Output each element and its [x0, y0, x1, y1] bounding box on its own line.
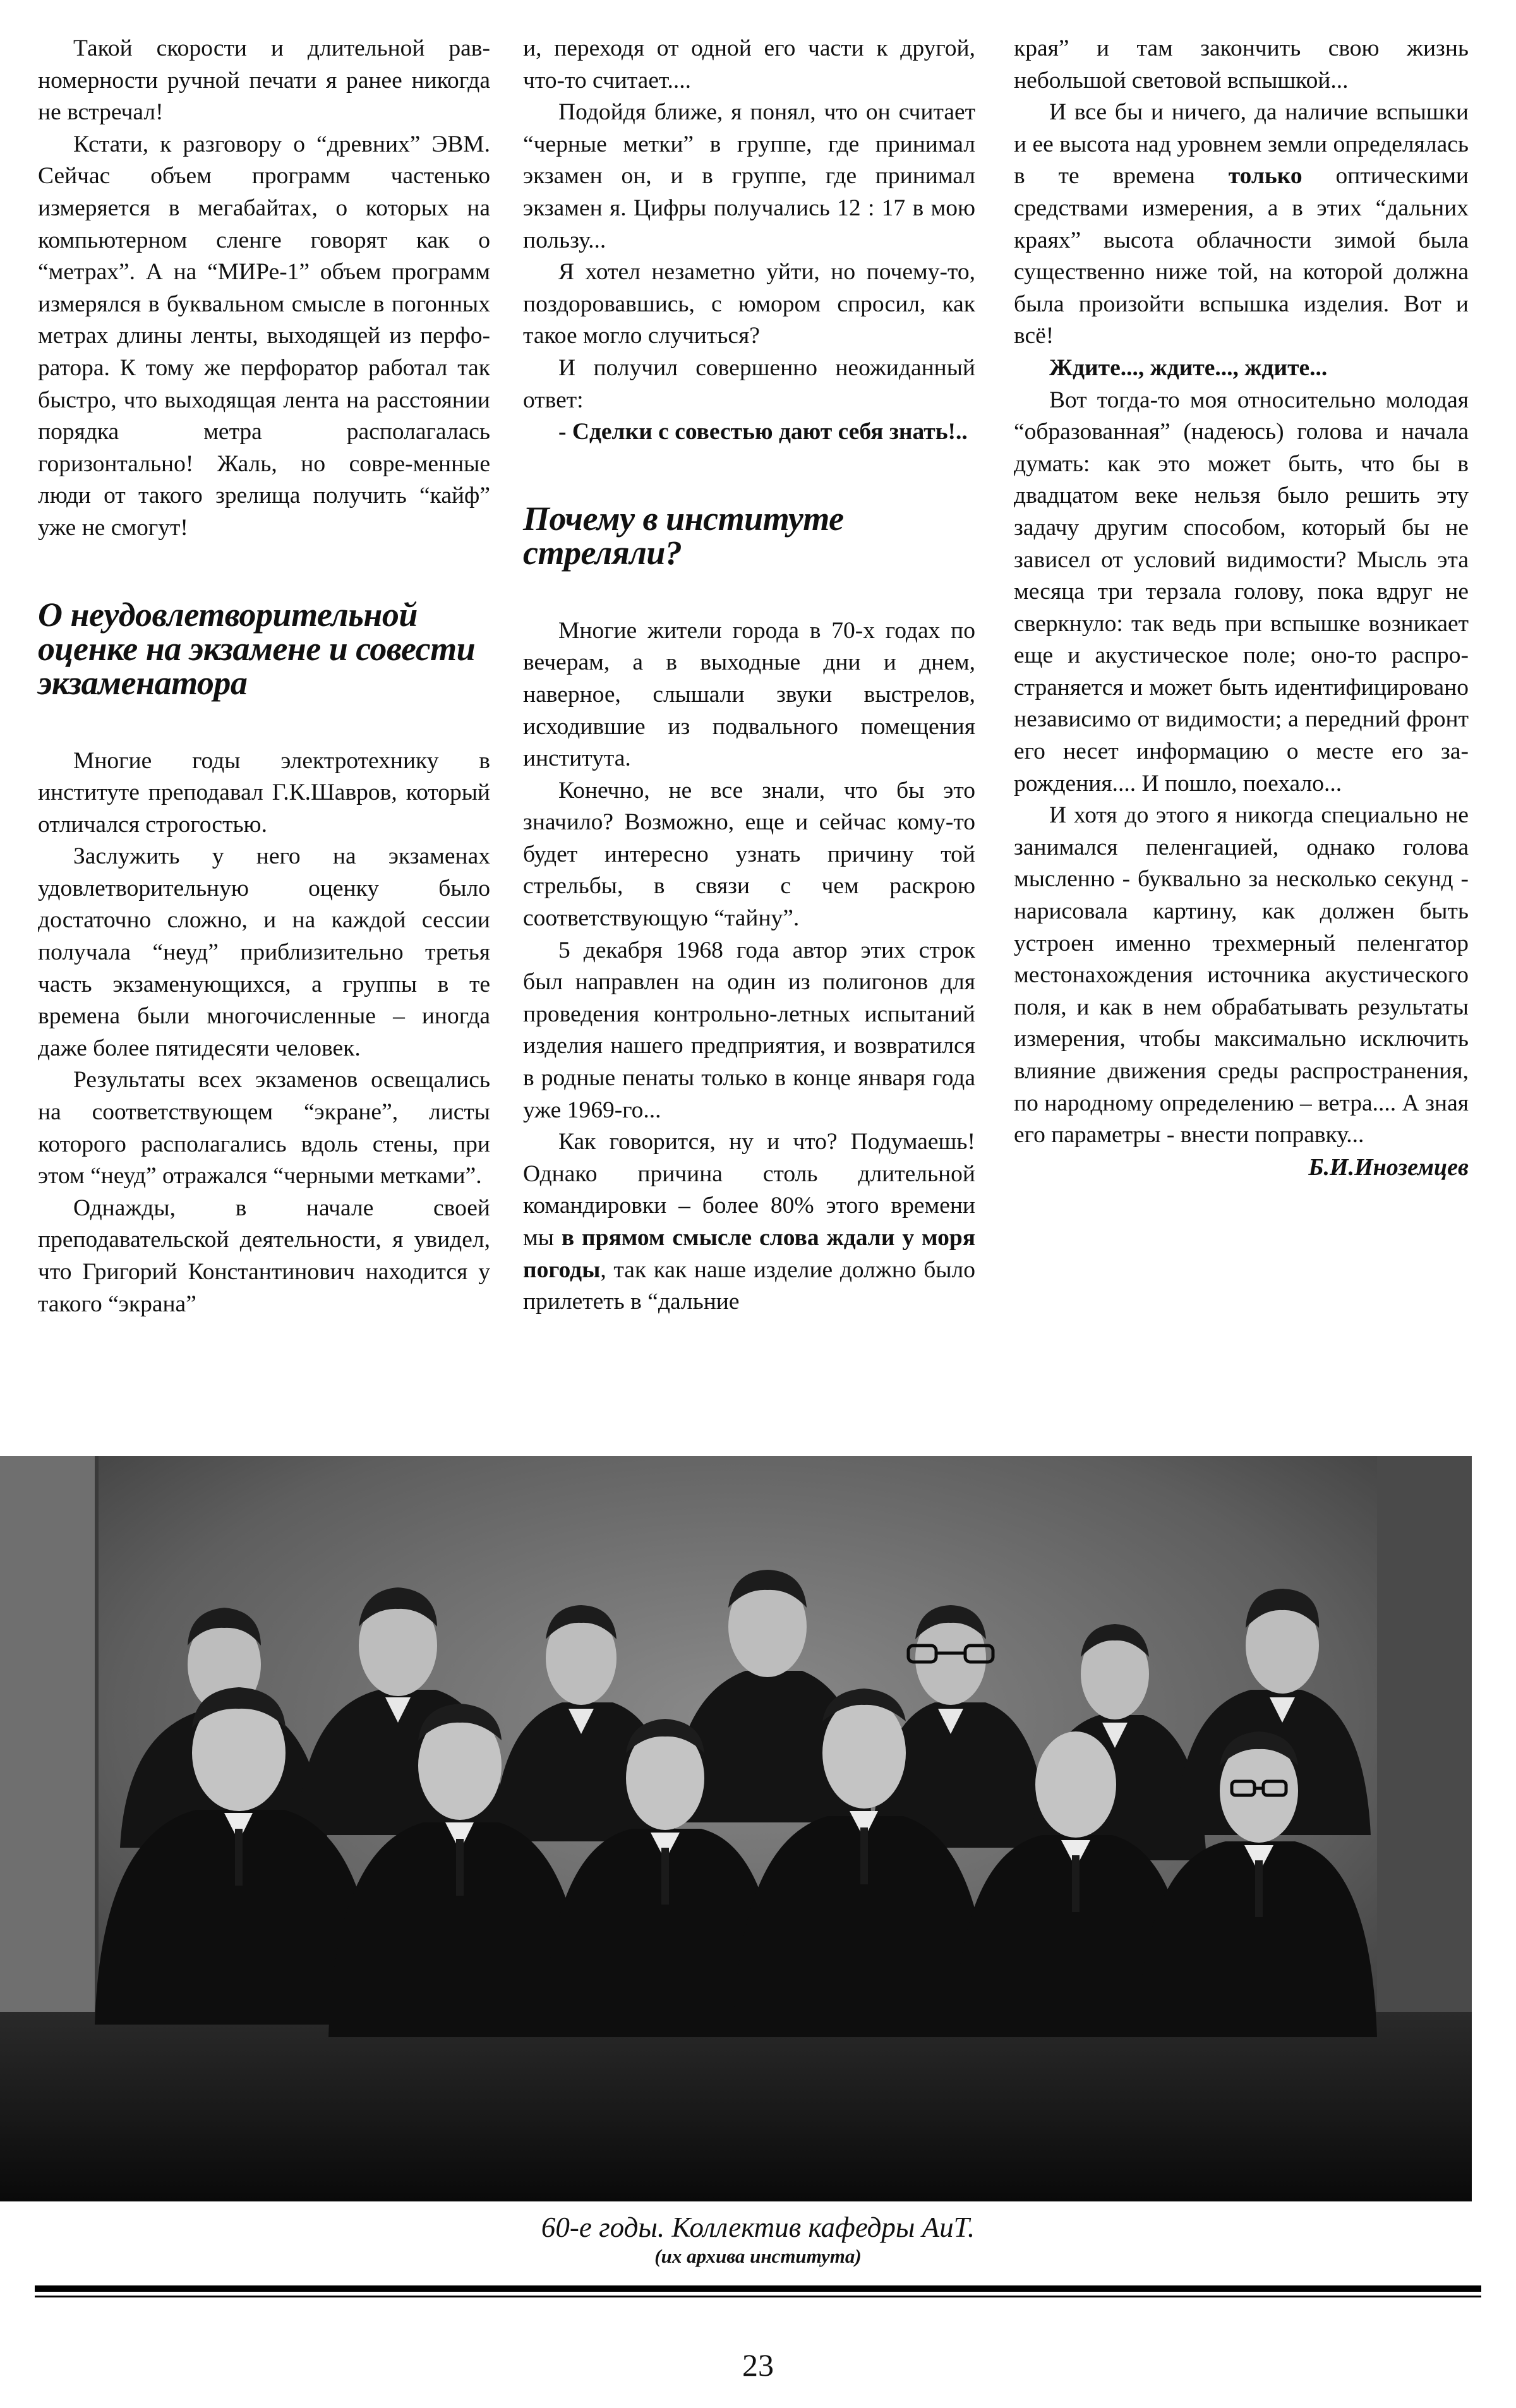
- paragraph: Многие годы электротехнику в институте преподавал Г.К.Шавров, который отличался строгостью.: [38, 747, 490, 838]
- paragraph: [1014, 97, 1469, 352]
- paragraph: и, переходя от одной его части к другой, что-то считает....: [523, 35, 975, 93]
- column-1: [38, 33, 490, 1320]
- paragraph-bold-quote: [523, 416, 975, 448]
- text-run: И все бы и ничего, да наличие вспышки и ее высота над уровнем земли определялась в те времена: [1014, 99, 1469, 190]
- section-heading-exam: О неудовлетворительной оценке на экзамене и совести экзаменатора: [38, 595, 476, 702]
- author-signature: Б.И.Иноземцев: [1308, 1153, 1469, 1181]
- paragraph: И хотя до этого я никогда специально не занимался пеленгацией, однако голова мысленно - буквально за несколько секунд - нарисовала картину, как должен быть устроен именно трехмерный пеленгатор местонахождения источника акустического поля, и как в нем обрабатывать результаты измерения, чтобы максимально исключить влияние движения среды распространения, по народному определению – ветра.... А зная его параметры - внести поправку...: [1014, 802, 1469, 1148]
- paragraph: Подойдя ближе, я понял, что он считает “черные метки” в группе, где принимал экзамен он, и в группе, где принимал экзамен я. Цифры получались 12 : 17 в мою пользу...: [523, 99, 975, 253]
- column-3: [1014, 33, 1469, 1183]
- footer-rule-thick: [35, 2285, 1481, 2292]
- paragraph: Конечно, не все знали, что бы это значило? Возможно, еще и сейчас кому-то будет интересно узнать причину той стрельбы, в связи с чем раскрою соответствующую “тайну”.: [523, 777, 975, 932]
- bold-run: только: [1228, 163, 1302, 190]
- paragraph-bold: [1014, 352, 1469, 385]
- group-photo-illustration: [0, 1456, 1472, 2201]
- paragraph: Кстати, к разговору о “древних” ЭВМ. Сейчас объем программ частенько измеряется в мегабайтах, о которых на компьютерном сленге говорят как о “метрах”. А на “МИРе-1” объем программ измерялся в буквальном смысле в погонных метрах длины ленты, выходящей из перфоратора. К тому же перфоратор работал так быстро, что выходящая лента на расстоянии порядка метра располагалась горизонтально! Жаль, но совре-менные люди от такого зрелища получить “кайф” уже не смогут!: [38, 131, 490, 541]
- photo-caption: 60-е годы. Коллектив кафедры АиТ.: [541, 2212, 975, 2243]
- group-photo: [0, 1456, 1472, 2201]
- bold-quote: - Сделки с совестью дают себя знать!..: [558, 419, 968, 445]
- text-run: оптическими средствами измерения, а в этих “дальних краях” высота облачности зимой была существенно ниже той, на которой должна была произойти вспышка изделия. Вот и всё!: [1014, 163, 1469, 349]
- page-number: 23: [742, 2347, 774, 2383]
- paragraph: [523, 1126, 975, 1318]
- paragraph: Заслужить у него на экзаменах удовлетворительную оценку было достаточно сложно, и на каждой сессии получала “неуд” приблизительно третья часть экзаменующихся, а группы в те времена были многочисленные – иногда даже более пятидесяти человек.: [38, 843, 490, 1061]
- bold-run: в прямом смысле слова ждали у моря погоды: [523, 1225, 975, 1283]
- bold-run: Ждите..., ждите..., ждите...: [1049, 354, 1328, 381]
- paragraph: И получил совершенно неожиданный ответ:: [523, 354, 975, 413]
- paragraph: Вот тогда-то моя относительно молодая “образованная” (надеюсь) голова и начала думать: как это может быть, что бы в двадцатом веке нельзя было решить эту задачу другим способом, который бы не зависел от условий видимости? Мысль эта месяца три терзала голову, пока вдруг не сверкнуло: так ведь при вспышке возникает еще и акустическое поле; оно-то распространяется и может быть идентифицировано независимо от видимости; а передний фронт его несет информацию о месте его зарождения.... И пошло, поехало...: [1014, 387, 1469, 797]
- column-2: [523, 33, 975, 1318]
- text-run: , так как наше изделие должно было прилететь в “дальние: [523, 1256, 975, 1315]
- paragraph: Многие жители города в 70-х годах по вечерам, а в выходные дни и днем, наверное, слышали звуки выстрелов, исходившие из подвального помещения института.: [523, 617, 975, 772]
- paragraph: Такой скорости и длительной равномерности ручной печати я ранее никогда не встречал!: [38, 35, 490, 126]
- paragraph: Я хотел незаметно уйти, но почему-то, поздоровавшись, с юмором спросил, как такое могло случиться?: [523, 259, 975, 349]
- section-heading-shooting: Почему в институте стреляли?: [523, 499, 844, 572]
- paragraph: Однажды, в начале своей преподавательской деятельности, я увидел, что Григорий Константинович находится у такого “экрана”: [38, 1195, 490, 1317]
- paragraph: края” и там закончить свою жизнь небольшой световой вспышкой...: [1014, 35, 1469, 93]
- paragraph: Результаты всех экзаменов освещались на соответствующем “экране”, листы которого располагались вдоль стены, при этом “неуд” отражался “черными метками”.: [38, 1067, 490, 1189]
- paragraph: 5 декабря 1968 года автор этих строк был направлен на один из полигонов для проведения контрольно-летных испытаний изделия нашего предприятия, и возвратился в родные пенаты только в конце января года уже 1969-го...: [523, 937, 975, 1123]
- text-run: Как говорится, ну и что? Подумаешь! Однако причина столь длительной командировки – более 80% этого времени мы: [523, 1129, 975, 1251]
- footer-rule-thin: [35, 2296, 1481, 2297]
- photo-caption-source: (их архива института): [654, 2245, 862, 2267]
